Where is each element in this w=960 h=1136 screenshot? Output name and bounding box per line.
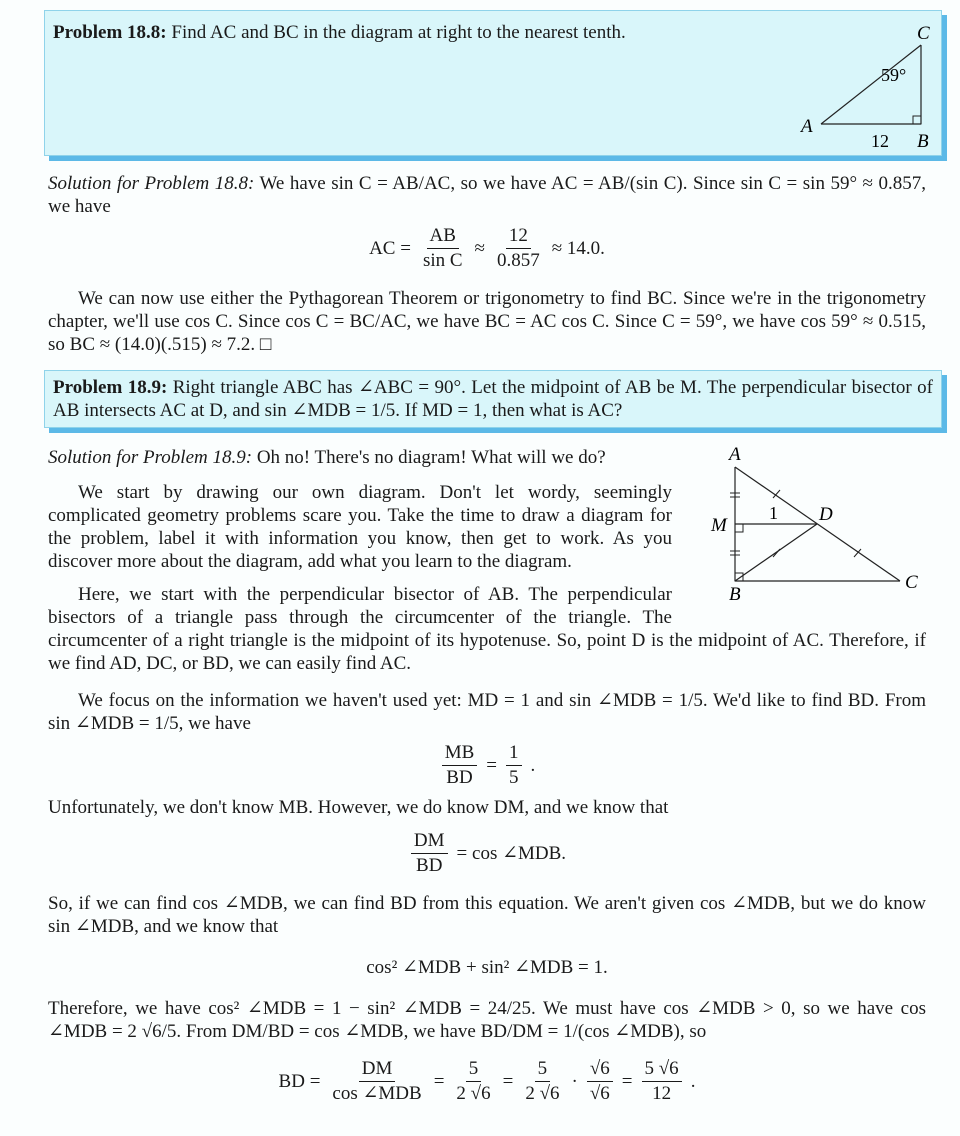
problem-18-8-box [44,10,942,156]
solution-18-9-intro: Solution for Problem 18.9: Oh no! There's no diagram! What will we do? [48,447,606,468]
angle-label: 59° [881,65,907,85]
bd-equation: BD = $\frac{DM}{\text{cos ∠MDB}}$ = $\frac{5}{2 √6}$ = $\frac{5}{2 √6}$ · $\frac{√6}{√6}$ = $\frac{5 √6}{12}$ . [278,1058,696,1104]
mb-bd-equation: $\frac{MB}{BD}$ = $\frac{1}{5}$ . [48,741,926,790]
solution-18-9-p6: Therefore, we have cos² ∠MDB = 1 − sin² ∠MDB = 24/25. We must have cos ∠MDB > 0, so we have cos ∠MDB = 2 √6/5. From DM/BD = cos ∠MDB, we have BD/DM = 1/(cos ∠MDB), so [48,998,926,1042]
triangle-diagram-18-9 [686,440,936,610]
dm-bd-equation: $\frac{DM}{BD}$ = cos ∠MDB. [48,829,926,878]
vertex-d: D [819,504,833,525]
md-length-label: 1 [769,503,778,523]
pythagorean-identity: cos² ∠MDB + sin² ∠MDB = 1. [366,957,608,978]
vertex-b: B [917,131,929,152]
problem-label: Problem 18.9: [53,377,168,398]
solution-18-9-p4: Unfortunately, we don't know MB. However, we do know DM, and we know that [48,797,669,818]
problem-18-9-box [44,370,942,428]
solution-18-9-p5: So, if we can find cos ∠MDB, we can find BD from this equation. We aren't given cos ∠MDB, but we do know sin ∠MDB, and we know that [48,893,926,937]
solution-18-8-p2: We can now use either the Pythagorean Theorem or trigonometry to find BC. Since we're in the trigonometry chapter, we'll use cos C. Since cos C = BC/AC, we have BC = AC cos C. Since C = 59°, we have cos 59° ≈ 0.515, so BC ≈ (14.0)(.515) ≈ 7.2. □ [48,288,926,355]
solution-18-9-p1: We start by drawing our own diagram. Don't let wordy, seemingly complicated geometry problems scare you. Take the time to draw a diagram for the problem, label it with information you know, then get to work. As you discover more about the diagram, add what you learn to the diagram. [48,482,672,572]
vertex-b: B [729,584,741,605]
vertex-c: C [905,572,918,593]
solution-18-8-p1: Solution for Problem 18.8: We have sin C = AB/AC, so we have AC = AB/(sin C). Since sin C = sin 59° ≈ 0.857, we have [48,173,926,217]
problem-text: Find AC and BC in the diagram at right to the nearest tenth. [171,22,626,43]
solution-18-9-p3: We focus on the information we haven't used yet: MD = 1 and sin ∠MDB = 1/5. We'd like to find BD. From sin ∠MDB = 1/5, we have [48,690,926,734]
side-label: 12 [871,131,889,151]
vertex-a: A [729,444,741,465]
problem-text: Right triangle ABC has ∠ABC = 90°. Let the midpoint of AB be M. The perpendicular bisector of AB intersects AC at D, and sin ∠MDB = 1/5. If MD = 1, then what is AC? [53,377,933,421]
vertex-m: M [711,515,727,536]
vertex-a: A [801,116,813,137]
solution-18-9-p2: Here, we start with the perpendicular bisector of AB. The perpendicular bisectors of a triangle pass through the circumcenter of the triangle. The circumcenter of a right triangle is the midpoint of its hypotenuse. So, point D is the midpoint of AC. Therefore, if we find AD, DC, or BD, we can easily find AC. [48,584,926,674]
ac-equation: AC = $\frac{AB}{\text{sin C}}$ ≈ $\frac{12}{0.857}$ ≈ 14.0. [369,225,605,271]
problem-label: Problem 18.8: [53,22,167,43]
triangle-diagram-18-8 [741,11,941,157]
vertex-c: C [917,23,930,44]
